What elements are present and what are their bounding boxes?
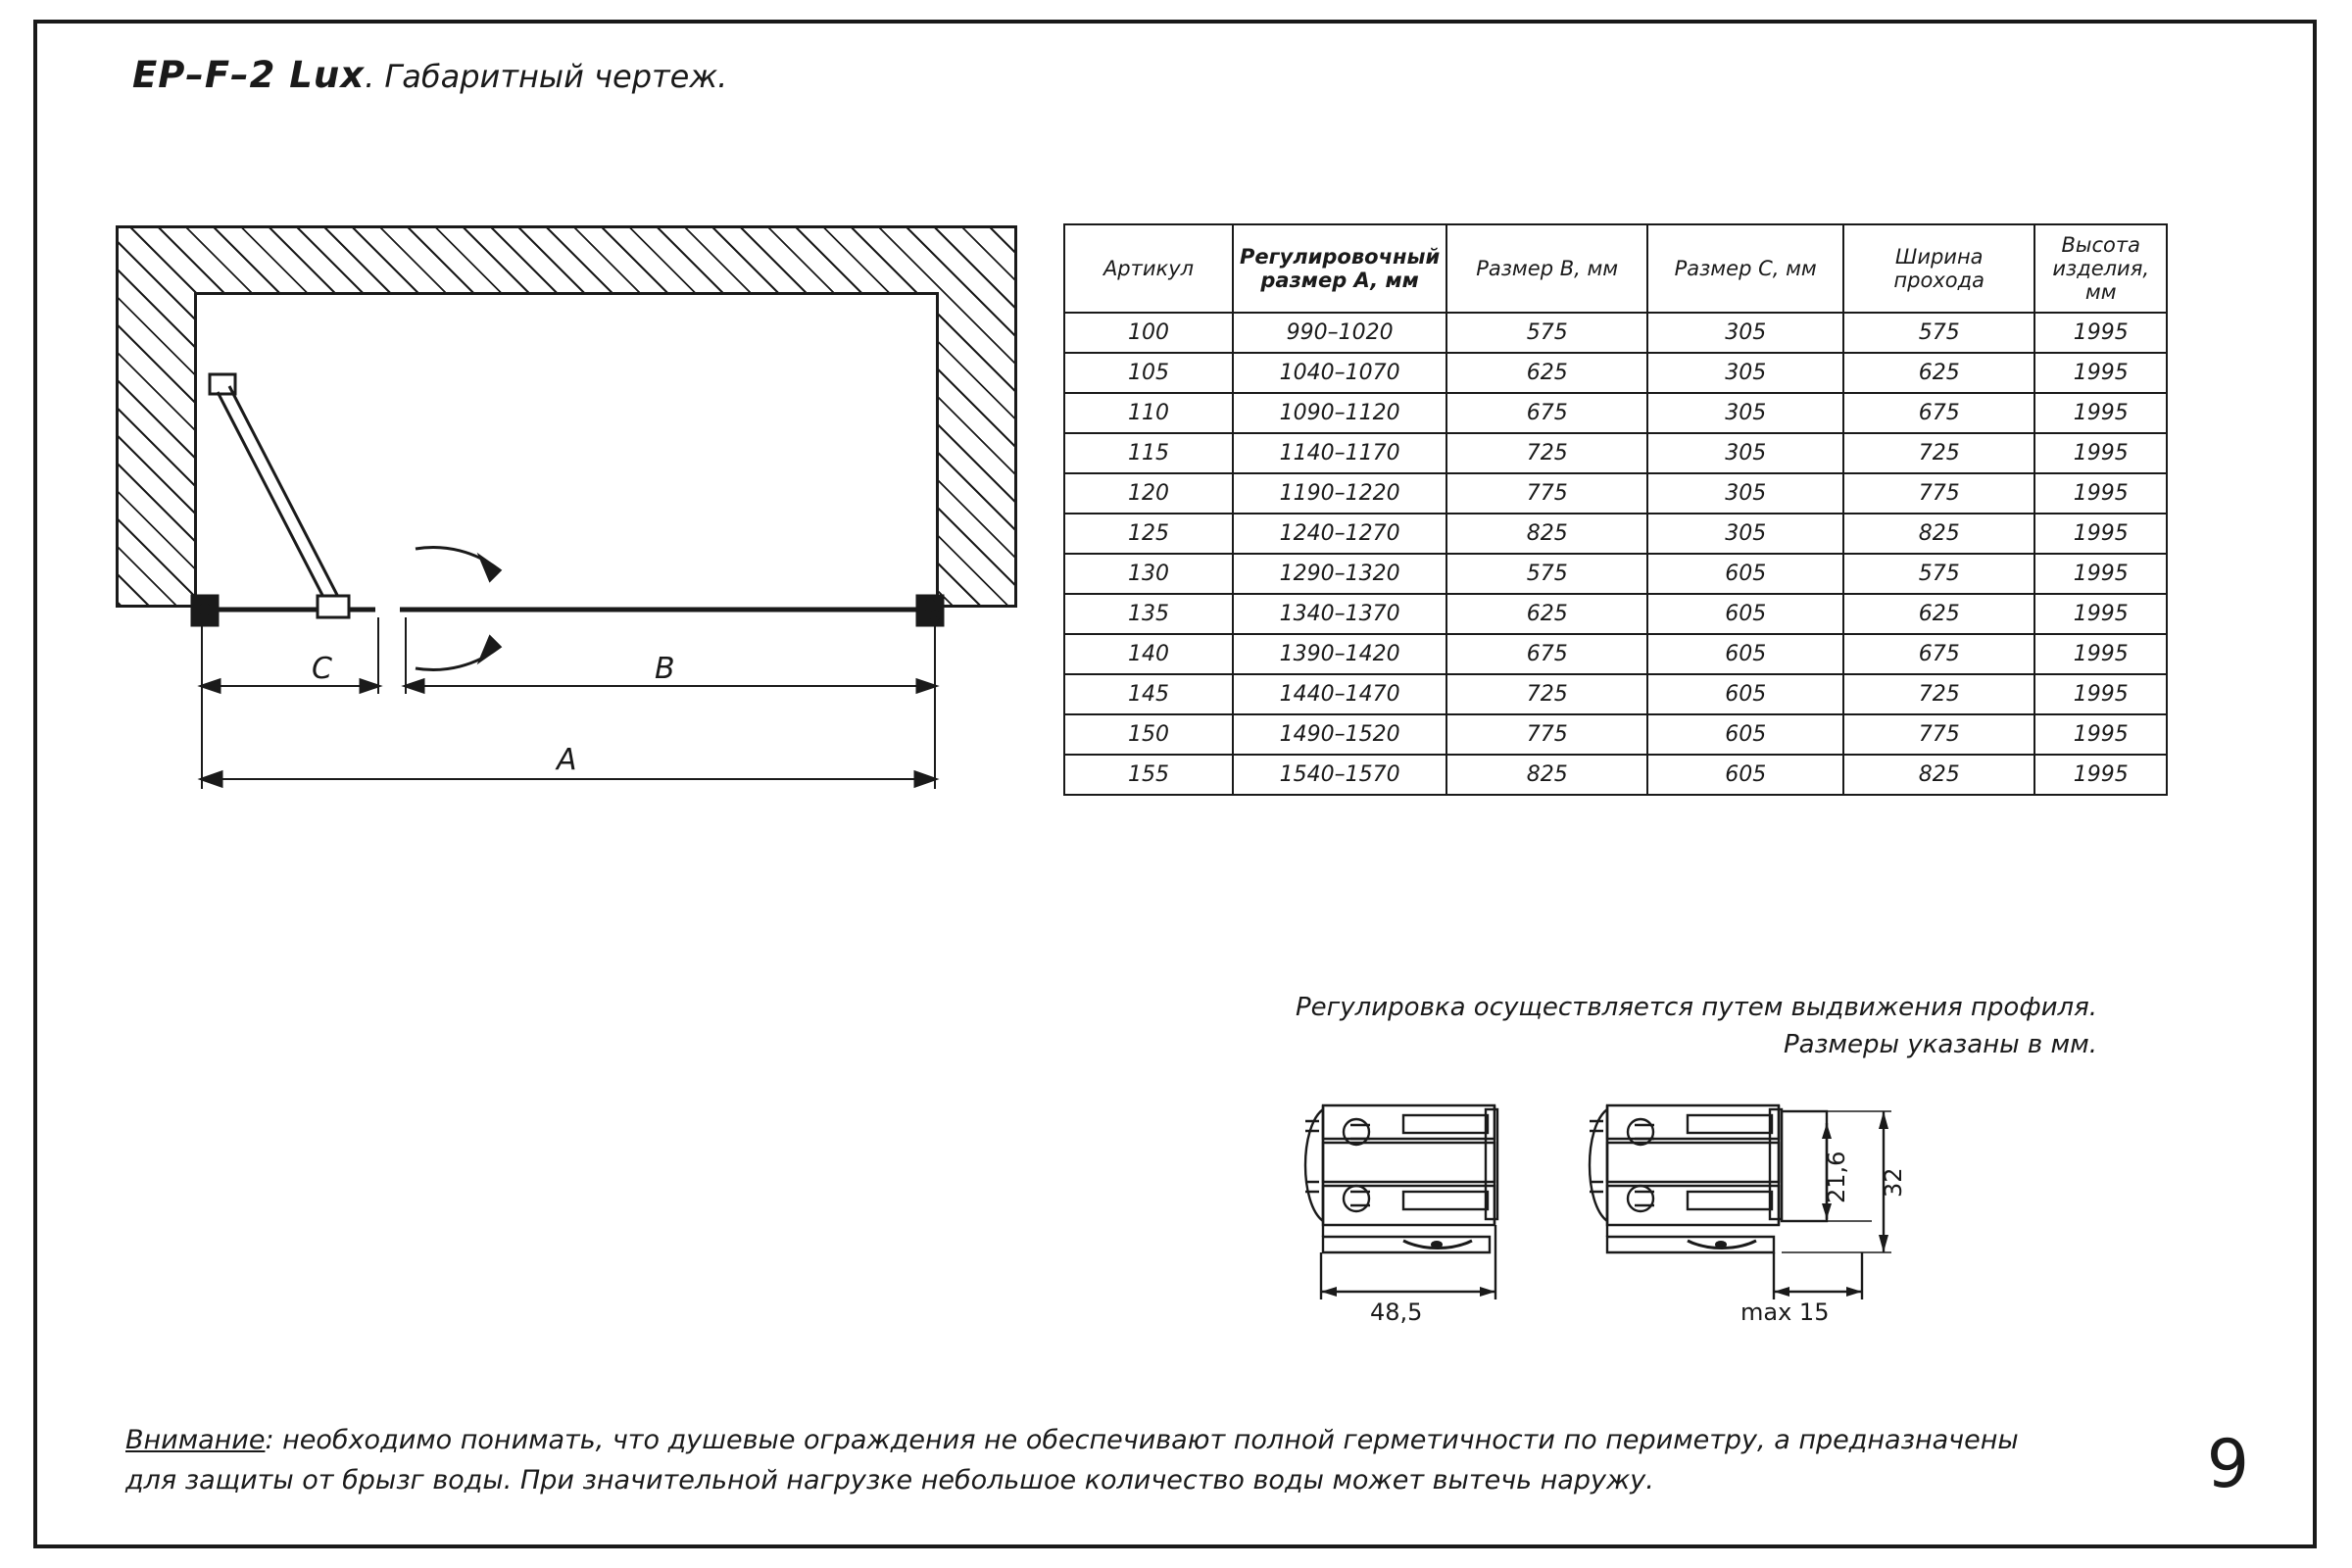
- cell-height: 1995: [2034, 714, 2167, 755]
- cell-pass: 625: [1843, 594, 2034, 634]
- cell-height: 1995: [2034, 313, 2167, 353]
- cell-article: 120: [1064, 473, 1233, 514]
- cell-c: 605: [1647, 674, 1843, 714]
- dimension-48-5: 48,5: [1370, 1298, 1423, 1326]
- cell-height: 1995: [2034, 674, 2167, 714]
- profile-cross-sections: [1294, 1088, 2127, 1411]
- cell-pass: 725: [1843, 433, 2034, 473]
- dimension-label-a: A: [557, 743, 577, 777]
- cell-article: 125: [1064, 514, 1233, 554]
- th-product-height-line2: изделия,: [2052, 257, 2150, 281]
- cell-c: 305: [1647, 473, 1843, 514]
- cell-pass: 625: [1843, 353, 2034, 393]
- th-size-b: Размер B, мм: [1446, 224, 1647, 313]
- cell-b: 775: [1446, 473, 1647, 514]
- cell-article: 140: [1064, 634, 1233, 674]
- cell-a: 1190–1220: [1233, 473, 1446, 514]
- cell-height: 1995: [2034, 514, 2167, 554]
- cell-a: 1540–1570: [1233, 755, 1446, 795]
- cell-b: 825: [1446, 514, 1647, 554]
- cell-a: 1040–1070: [1233, 353, 1446, 393]
- cell-article: 110: [1064, 393, 1233, 433]
- th-passage-width: [1843, 224, 2034, 313]
- cell-c: 305: [1647, 433, 1843, 473]
- cell-pass: 825: [1843, 514, 2034, 554]
- cell-b: 675: [1446, 634, 1647, 674]
- cell-a: 1090–1120: [1233, 393, 1446, 433]
- cell-b: 575: [1446, 313, 1647, 353]
- cross-section-svg: [1294, 1088, 2127, 1411]
- table-row: [1064, 594, 2167, 634]
- cell-height: 1995: [2034, 634, 2167, 674]
- cell-b: 625: [1446, 594, 1647, 634]
- table-header-row: [1064, 224, 2167, 313]
- cell-article: 150: [1064, 714, 1233, 755]
- cell-pass: 775: [1843, 714, 2034, 755]
- dimension-max-15: max 15: [1740, 1298, 1830, 1326]
- th-adjust-size-a: [1233, 224, 1446, 313]
- cell-c: 305: [1647, 393, 1843, 433]
- cell-b: 675: [1446, 393, 1647, 433]
- table-row: [1064, 674, 2167, 714]
- spec-table-wrapper: [1063, 223, 2168, 796]
- cell-b: 575: [1446, 554, 1647, 594]
- cell-a: 1290–1320: [1233, 554, 1446, 594]
- cell-article: 155: [1064, 755, 1233, 795]
- cell-a: 1140–1170: [1233, 433, 1446, 473]
- th-passage-width-line2: прохода: [1893, 269, 1984, 293]
- cell-a: 990–1020: [1233, 313, 1446, 353]
- th-product-height-line1: Высота: [2061, 233, 2140, 257]
- cell-c: 605: [1647, 594, 1843, 634]
- cell-pass: 825: [1843, 755, 2034, 795]
- cell-pass: 675: [1843, 634, 2034, 674]
- cell-c: 305: [1647, 353, 1843, 393]
- cell-height: 1995: [2034, 473, 2167, 514]
- cell-height: 1995: [2034, 554, 2167, 594]
- page-title-subtitle: . Габаритный чертеж.: [365, 58, 728, 95]
- th-product-height: [2034, 224, 2167, 313]
- spec-table: [1063, 223, 2168, 796]
- cell-a: 1490–1520: [1233, 714, 1446, 755]
- adjustment-notes-line1: Регулировка осуществляется путем выдвижения профиля.: [1295, 993, 2097, 1022]
- footer-warning-line1: : необходимо понимать, что душевые ограждения не обеспечивают полной герметичности по периметру, а предназначены: [265, 1425, 2019, 1455]
- assembly-drawing: [116, 225, 1037, 892]
- cell-pass: 725: [1843, 674, 2034, 714]
- footer-warning: [125, 1421, 2066, 1500]
- cell-b: 825: [1446, 755, 1647, 795]
- cell-c: 605: [1647, 755, 1843, 795]
- cell-a: 1240–1270: [1233, 514, 1446, 554]
- cell-height: 1995: [2034, 393, 2167, 433]
- table-row: [1064, 433, 2167, 473]
- footer-warning-word: Внимание: [125, 1425, 266, 1455]
- adjustment-notes-line2: Размеры указаны в мм.: [1784, 1029, 2097, 1059]
- dimension-label-c: C: [312, 652, 332, 686]
- cell-c: 605: [1647, 554, 1843, 594]
- table-row: [1064, 313, 2167, 353]
- th-size-c: Размер C, мм: [1647, 224, 1843, 313]
- table-row: [1064, 353, 2167, 393]
- dimension-32: 32: [1880, 1167, 1907, 1198]
- cell-article: 145: [1064, 674, 1233, 714]
- cell-pass: 775: [1843, 473, 2034, 514]
- cell-b: 725: [1446, 433, 1647, 473]
- footer-warning-line2: для защиты от брызг воды. При значительной нагрузке небольшое количество воды может вытечь наружу.: [125, 1464, 1654, 1495]
- th-article: Артикул: [1064, 224, 1233, 313]
- page-title: [132, 54, 727, 96]
- cell-article: 135: [1064, 594, 1233, 634]
- cell-height: 1995: [2034, 353, 2167, 393]
- th-adjust-size-a-line2: размер A, мм: [1260, 269, 1419, 293]
- th-product-height-line3: мм: [2084, 280, 2117, 305]
- table-row: [1064, 714, 2167, 755]
- cell-c: 305: [1647, 514, 1843, 554]
- page-title-model: EP–F–2 Lux: [132, 54, 366, 96]
- dimension-21-6: 21,6: [1823, 1151, 1850, 1203]
- table-row: [1064, 514, 2167, 554]
- table-row: [1064, 554, 2167, 594]
- th-passage-width-line1: Ширина: [1894, 245, 1984, 270]
- cell-pass: 575: [1843, 554, 2034, 594]
- drawing-overlay: [116, 225, 1037, 892]
- cell-height: 1995: [2034, 433, 2167, 473]
- cell-pass: 575: [1843, 313, 2034, 353]
- cell-b: 625: [1446, 353, 1647, 393]
- cell-a: 1340–1370: [1233, 594, 1446, 634]
- cell-article: 130: [1064, 554, 1233, 594]
- cell-article: 100: [1064, 313, 1233, 353]
- cell-article: 115: [1064, 433, 1233, 473]
- table-row: [1064, 473, 2167, 514]
- cell-c: 605: [1647, 714, 1843, 755]
- cell-a: 1390–1420: [1233, 634, 1446, 674]
- cell-b: 725: [1446, 674, 1647, 714]
- cell-height: 1995: [2034, 755, 2167, 795]
- cell-height: 1995: [2034, 594, 2167, 634]
- adjustment-notes: [1215, 990, 2097, 1063]
- cell-c: 305: [1647, 313, 1843, 353]
- page-number: 9: [2206, 1426, 2249, 1503]
- cell-b: 775: [1446, 714, 1647, 755]
- table-row: [1064, 393, 2167, 433]
- cell-article: 105: [1064, 353, 1233, 393]
- cell-a: 1440–1470: [1233, 674, 1446, 714]
- table-row: [1064, 755, 2167, 795]
- table-row: [1064, 634, 2167, 674]
- dimension-label-b: B: [655, 652, 675, 686]
- th-adjust-size-a-line1: Регулировочный: [1240, 245, 1441, 270]
- cell-pass: 675: [1843, 393, 2034, 433]
- cell-c: 605: [1647, 634, 1843, 674]
